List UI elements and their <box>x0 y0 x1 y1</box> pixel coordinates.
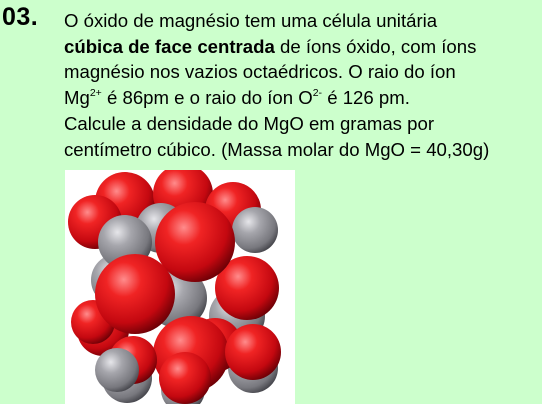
crystal-svg <box>65 170 295 404</box>
question-line-1: O óxido de magnésio tem uma célula unitária <box>64 10 438 31</box>
bold-term: cúbica de face centrada <box>64 35 275 57</box>
mgo-crystal-illustration <box>65 170 295 404</box>
oxide-ion-sphere-21 <box>225 324 281 380</box>
mg-ion-charge: 2+ <box>89 86 102 99</box>
question-number: 03. <box>2 3 39 31</box>
question-line-5: Calcule a densidade do MgO em gramas por <box>64 112 435 134</box>
oxide-ion-sphere-24 <box>159 352 211 404</box>
question-text <box>64 8 542 162</box>
magnesium-ion-sphere-23 <box>95 348 139 392</box>
question-line-4-mid: é 86pm e o raio do íon O <box>101 87 313 109</box>
magnesium-ion-sphere-5 <box>232 207 278 253</box>
question-line-3: magnésio nos vazios octaédricos. O raio do íon <box>64 61 456 83</box>
question-line-6: centímetro cúbico. (Massa molar do MgO = 40,30g) <box>64 138 490 160</box>
question-line-4 <box>64 85 542 111</box>
question-line-2 <box>64 34 542 60</box>
question-line-2-rest: de íons óxido, com íons <box>274 35 477 57</box>
mg-ion-symbol: Mg <box>64 87 90 109</box>
o-ion-charge: 2- <box>312 86 323 99</box>
oxide-ion-sphere-19 <box>95 254 175 334</box>
question-line-4-end: é 126 pm. <box>322 87 410 109</box>
